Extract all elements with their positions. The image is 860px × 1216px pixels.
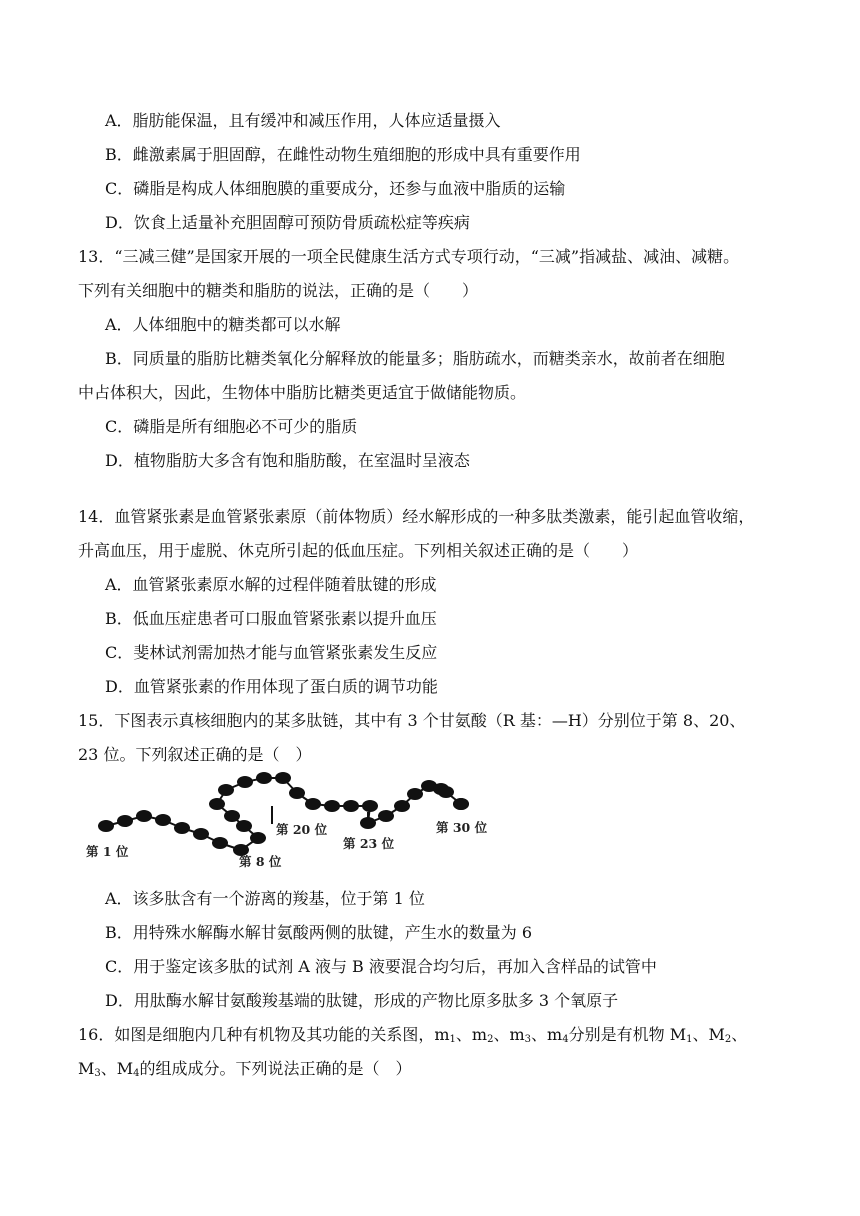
q14-option-d: D．血管紧张素的作用体现了蛋白质的调节功能 [105, 677, 438, 696]
amino-acid-residue [209, 798, 225, 810]
q16-stem-line2: $M_3$、$M_4$的组成成分。下列说法正确的是（ ） [78, 1059, 412, 1079]
q14-stem-line1: 14．血管紧张素是血管紧张素原（前体物质）经水解形成的一种多肽类激素，能引起血管收缩， [78, 507, 755, 526]
label-position-20: 第 20 位 [276, 822, 328, 837]
q13-stem-line1: 13．“三减三健”是国家开展的一项全民健康生活方式专项行动，“三减”指减盐、减油、减糖。 [78, 247, 740, 266]
label-position-8: 第 8 位 [239, 854, 282, 868]
amino-acid-residue [174, 822, 190, 834]
amino-acid-residue [218, 784, 234, 796]
amino-acid-residue [394, 800, 410, 812]
amino-acid-residue [378, 810, 394, 822]
q14-stem-line2: 升高血压，用于虚脱、休克所引起的低血压症。下列相关叙述正确的是（ ） [78, 541, 639, 560]
q16-stem-line1: 16．如图是细胞内几种有机物及其功能的关系图，$m_1$、$m_2$、$m_3$、$m_4$分别是有机物 $M_1$、$M_2$、 [78, 1025, 748, 1045]
amino-acid-residue [362, 800, 378, 812]
q13-option-b-line2: 中占体积大，因此，生物体中脂肪比糖类更适宜于做储能物质。 [78, 383, 527, 402]
q15-option-c: C．用于鉴定该多肽的试剂 A 液与 B 液要混合均匀后，再加入含样品的试管中 [105, 957, 657, 976]
amino-acid-residue [453, 798, 469, 810]
q12-option-a: A．脂肪能保温，且有缓冲和减压作用，人体应适量摄入 [105, 111, 501, 130]
amino-acid-residue [305, 798, 321, 810]
amino-acid-residue [136, 810, 152, 822]
q14-option-b: B．低血压症患者可口服血管紧张素以提升血压 [105, 609, 437, 628]
amino-acid-residue [407, 788, 423, 800]
q15-option-b: B．用特殊水解酶水解甘氨酸两侧的肽键，产生水的数量为 6 [105, 923, 533, 942]
q12-option-b: B．雌激素属于胆固醇，在雌性动物生殖细胞的形成中具有重要作用 [105, 145, 581, 164]
q12-option-d: D．饮食上适量补充胆固醇可预防骨质疏松症等疾病 [105, 213, 470, 232]
amino-acid-residue [237, 776, 253, 788]
amino-acid-residue [212, 837, 228, 849]
q13-option-d: D．植物脂肪大多含有饱和脂肪酸，在室温时呈液态 [105, 451, 470, 470]
q14-option-a: A．血管紧张素原水解的过程伴随着肽键的形成 [105, 575, 437, 594]
amino-acid-residue [224, 810, 240, 822]
polypeptide-chain-diagram [84, 768, 504, 868]
amino-acid-residue [343, 800, 359, 812]
q15-stem-line1: 15．下图表示真核细胞内的某多肽链，其中有 3 个甘氨酸（R 基：—H）分别位于第 8、20、 [78, 711, 746, 730]
label-position-30: 第 30 位 [436, 820, 488, 835]
amino-acid-residue [289, 787, 305, 799]
peptide-bond-links [106, 778, 461, 850]
q13-option-c: C．磷脂是所有细胞必不可少的脂质 [105, 417, 358, 436]
amino-acid-residue [98, 820, 114, 832]
amino-acid-residues [98, 772, 469, 856]
amino-acid-residue [117, 815, 133, 827]
q13-option-a: A．人体细胞中的糖类都可以水解 [105, 315, 341, 334]
amino-acid-residue [236, 820, 252, 832]
amino-acid-residue [155, 814, 171, 826]
q15-option-d: D．用肽酶水解甘氨酸羧基端的肽键，形成的产物比原多肽多 3 个氧原子 [105, 991, 619, 1010]
q15-stem-line2: 23 位。下列叙述正确的是（ ） [78, 745, 312, 764]
label-position-23: 第 23 位 [343, 836, 395, 851]
amino-acid-residue [256, 772, 272, 784]
amino-acid-residue [360, 817, 376, 829]
amino-acid-residue [438, 786, 454, 798]
q13-option-b-line1: B．同质量的脂肪比糖类氧化分解释放的能量多；脂肪疏水，而糖类亲水，故前者在细胞 [105, 349, 725, 368]
amino-acid-residue [275, 772, 291, 784]
label-position-1: 第 1 位 [86, 844, 129, 859]
q15-option-a: A．该多肽含有一个游离的羧基，位于第 1 位 [105, 889, 425, 908]
amino-acid-residue [193, 828, 209, 840]
amino-acid-residue [324, 800, 340, 812]
q13-stem-line2: 下列有关细胞中的糖类和脂肪的说法，正确的是（ ） [78, 281, 479, 300]
q14-option-c: C．斐林试剂需加热才能与血管紧张素发生反应 [105, 643, 438, 662]
amino-acid-residue [250, 832, 266, 844]
q12-option-c: C．磷脂是构成人体细胞膜的重要成分，还参与血液中脂质的运输 [105, 179, 566, 198]
